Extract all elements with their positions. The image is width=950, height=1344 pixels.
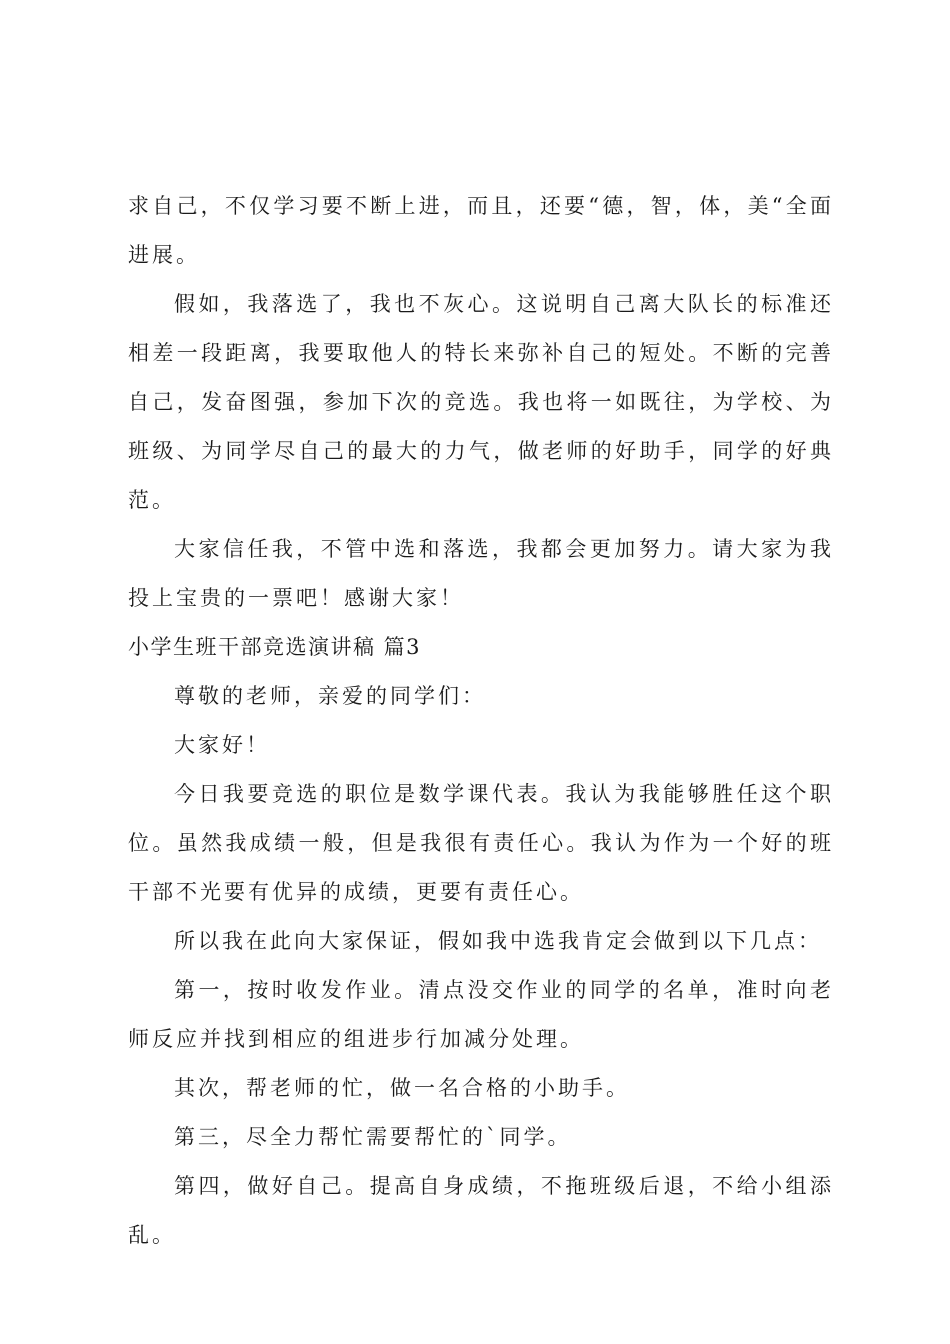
paragraph-point-three: 第三，尽全力帮忙需要帮忙的`同学。 bbox=[174, 1125, 572, 1149]
paragraph-point-two: 其次，帮老师的忙，做一名合格的小助手。 bbox=[174, 1076, 630, 1100]
paragraph-salutation: 尊敬的老师，亲爱的同学们： bbox=[174, 684, 486, 708]
document-body bbox=[128, 182, 834, 1260]
paragraph-point-four: 第四，做好自己。提高自身成绩，不拖班级后退，不给小组添乱。 bbox=[128, 1174, 834, 1247]
paragraph-greeting: 大家好！ bbox=[174, 733, 270, 757]
paragraph-promise: 所以我在此向大家保证，假如我中选我肯定会做到以下几点： bbox=[174, 929, 822, 953]
paragraph-continuation: 求自己，不仅学习要不断上进，而且，还要“德，智，体，美“全面进展。 bbox=[128, 194, 834, 267]
paragraph-closing-appeal: 大家信任我，不管中选和落选，我都会更加努力。请大家为我投上宝贵的一票吧！感谢大家！ bbox=[128, 537, 834, 610]
section-heading: 小学生班干部竞选演讲稿 篇3 bbox=[128, 635, 422, 659]
paragraph-position-intro: 今日我要竞选的职位是数学课代表。我认为我能够胜任这个职位。虽然我成绩一般，但是我很有责任心。我认为作为一个好的班干部不光要有优异的成绩，更要有责任心。 bbox=[128, 782, 834, 904]
paragraph-if-not-elected: 假如，我落选了，我也不灰心。这说明自己离大队长的标准还相差一段距离，我要取他人的特长来弥补自己的短处。不断的完善自己，发奋图强，参加下次的竞选。我也将一如既往，为学校、为班级、为同学尽自己的最大的力气，做老师的好助手，同学的好典范。 bbox=[128, 292, 834, 512]
paragraph-point-one: 第一，按时收发作业。清点没交作业的同学的名单，准时向老师反应并找到相应的组进步行加减分处理。 bbox=[128, 978, 834, 1051]
